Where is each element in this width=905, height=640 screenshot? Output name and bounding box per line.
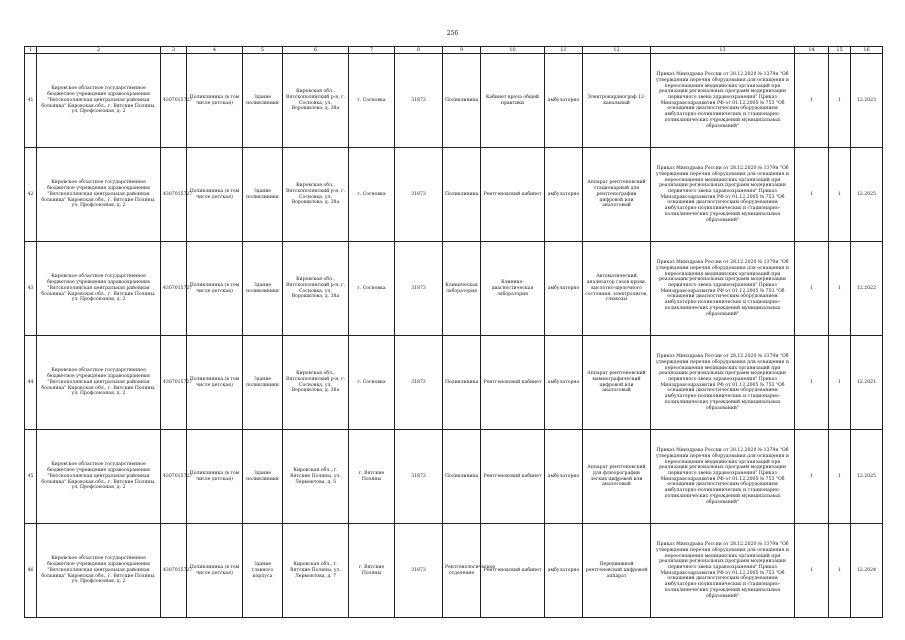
code-cell: 31873: [395, 430, 443, 524]
building-cell: Здание поликлиники: [243, 430, 283, 524]
building-cell: Здание поликлиники: [243, 54, 283, 148]
quantity-cell: 1: [795, 336, 829, 430]
column-header: 15: [829, 47, 851, 54]
unit-cell: Поликлиника: [443, 54, 481, 148]
row-number: 43: [25, 242, 37, 336]
column-header: 5: [243, 47, 283, 54]
quantity-cell: 1: [795, 430, 829, 524]
row-number: 45: [25, 430, 37, 524]
code-cell: 31873: [395, 54, 443, 148]
table-row: [25, 242, 883, 336]
room-cell: Рентгеновский кабинет: [481, 430, 545, 524]
care-form-cell: амбулаторно: [545, 430, 583, 524]
row-number: 42: [25, 148, 37, 242]
column-header: 3: [161, 47, 187, 54]
organization-cell: Кировское областное государственное бюджетное учреждение здравоохранения "Вятскополянская центральная районная больница" Кировская обл., г. Вятские Поляны, ул. Профсоюзная, д. 2: [37, 336, 161, 430]
column-header: 1: [25, 47, 37, 54]
column-header: 10: [481, 47, 545, 54]
room-cell: Клинико-диагностическая лаборатория: [481, 242, 545, 336]
equipment-cell: Аппарат рентгеновский маммографический цифровой или аналоговый: [583, 336, 651, 430]
equipment-cell: Аппарат рентгеновский стационарный для рентгенографии цифровой или аналоговый: [583, 148, 651, 242]
quantity-cell: 1: [829, 430, 851, 524]
column-header: 8: [395, 47, 443, 54]
row-number: 41: [25, 54, 37, 148]
locality-cell: г. Сосновка: [349, 242, 395, 336]
date-cell: 12.2022: [851, 242, 883, 336]
legal-basis-cell: Приказ Минздрава России от 28.12.2020 № 1379н "Об утверждении перечня оборудования для оснащения и переоснащения медицинских организаций при реализации региональных программ модернизации первичного звена здравоохранения" Приказ Минздравсоцразвития РФ от 01.12.2005 № 753 "Об оснащении диагностическим оборудованием амбулаторно-поликлинических и стационарно-поликлинических учреждений муниципальных образований": [651, 430, 795, 524]
legal-basis-cell: Приказ Минздрава России от 28.12.2020 № 1379н "Об утверждении перечня оборудования для оснащения и переоснащения медицинских организаций при реализации региональных программ модернизации первичного звена здравоохранения" Приказ Минздравсоцразвития РФ от 01.12.2005 № 753 "Об оснащении диагностическим оборудованием амбулаторно-поликлинических и стационарно-поликлинических учреждений муниципальных образований": [651, 148, 795, 242]
quantity-cell: 1: [795, 148, 829, 242]
building-cell: Здание главного корпуса: [243, 524, 283, 618]
building-cell: Здание поликлиники: [243, 148, 283, 242]
quantity-cell: 1: [829, 524, 851, 618]
quantity-cell: 1: [829, 242, 851, 336]
row-number: 44: [25, 336, 37, 430]
column-header: 14: [795, 47, 829, 54]
date-cell: 12.2021: [851, 336, 883, 430]
locality-cell: г. Сосновка: [349, 148, 395, 242]
facility-type-cell: Поликлиника (в том числе детская): [187, 524, 243, 618]
room-cell: Рентгеновский кабинет: [481, 336, 545, 430]
address-cell: Кировская обл., г. Вятские Поляны, ул. Лермонтова, д. 5: [283, 430, 349, 524]
organization-cell: Кировское областное государственное бюджетное учреждение здравоохранения "Вятскополянская центральная районная больница" Кировская обл., г. Вятские Поляны, ул. Профсоюзная, д. 2: [37, 242, 161, 336]
locality-cell: г. Вятские Поляны: [349, 430, 395, 524]
table-row: [25, 54, 883, 148]
quantity-cell: 1: [829, 148, 851, 242]
date-cell: 12.2025: [851, 148, 883, 242]
unit-cell: Поликлиника: [443, 336, 481, 430]
building-cell: Здание поликлиники: [243, 242, 283, 336]
organization-cell: Кировское областное государственное бюджетное учреждение здравоохранения "Вятскополянская центральная районная больница" Кировская обл., г. Вятские Поляны, ул. Профсоюзная, д. 2: [37, 148, 161, 242]
room-cell: Рентгеновский кабинет: [481, 524, 545, 618]
header-row: [25, 47, 883, 54]
facility-type-cell: Поликлиника (в том числе детская): [187, 336, 243, 430]
inn-cell: 4307015727: [161, 54, 187, 148]
unit-cell: Рентгенологическое отделение: [443, 524, 481, 618]
care-form-cell: амбулаторно: [545, 336, 583, 430]
quantity-cell: 1: [829, 336, 851, 430]
quantity-cell: 1: [795, 242, 829, 336]
address-cell: Кировская обл., Вятскополянский р-н, г. Сосновка, ул. Ворошилова, д. 38а: [283, 54, 349, 148]
facility-type-cell: Поликлиника (в том числе детская): [187, 430, 243, 524]
column-header: 9: [443, 47, 481, 54]
quantity-cell: 1: [795, 524, 829, 618]
equipment-cell: Аппарат рентгеновский для флюорографии легких цифровой или аналоговый: [583, 430, 651, 524]
inn-cell: 4307015727: [161, 336, 187, 430]
locality-cell: г. Вятские Поляны: [349, 524, 395, 618]
unit-cell: Клиническая лаборатория: [443, 242, 481, 336]
facility-type-cell: Поликлиника (в том числе детская): [187, 54, 243, 148]
column-header: 4: [187, 47, 243, 54]
organization-cell: Кировское областное государственное бюджетное учреждение здравоохранения "Вятскополянская центральная районная больница" Кировская обл., г. Вятские Поляны, ул. Профсоюзная, д. 2: [37, 54, 161, 148]
care-form-cell: амбулаторно: [545, 524, 583, 618]
legal-basis-cell: Приказ Минздрава России от 28.12.2020 № 1379н "Об утверждении перечня оборудования для оснащения и переоснащения медицинских организаций при реализации региональных программ модернизации первичного звена здравоохранения" Приказ Минздравсоцразвития РФ от 01.12.2005 № 753 "Об оснащении диагностическим оборудованием амбулаторно-поликлинических и стационарно-поликлинических учреждений муниципальных образований": [651, 54, 795, 148]
facility-type-cell: Поликлиника (в том числе детская): [187, 242, 243, 336]
inn-cell: 4307015727: [161, 430, 187, 524]
inn-cell: 4307015727: [161, 242, 187, 336]
facility-type-cell: Поликлиника (в том числе детская): [187, 148, 243, 242]
quantity-cell: 1: [829, 54, 851, 148]
column-header: 13: [651, 47, 795, 54]
row-number: 46: [25, 524, 37, 618]
page-number: 256: [446, 30, 459, 37]
organization-cell: Кировское областное государственное бюджетное учреждение здравоохранения "Вятскополянская центральная районная больница" Кировская обл., г. Вятские Поляны, ул. Профсоюзная, д. 2: [37, 430, 161, 524]
legal-basis-cell: Приказ Минздрава России от 28.12.2020 № 1379н "Об утверждении перечня оборудования для оснащения и переоснащения медицинских организаций при реализации региональных программ модернизации первичного звена здравоохранения" Приказ Минздравсоцразвития РФ от 01.12.2005 № 753 "Об оснащении диагностическим оборудованием амбулаторно-поликлинических и стационарно-поликлинических учреждений муниципальных образований": [651, 336, 795, 430]
inn-cell: 4307015727: [161, 524, 187, 618]
column-header: 7: [349, 47, 395, 54]
room-cell: Рентгеновский кабинет: [481, 148, 545, 242]
date-cell: 12.2023: [851, 54, 883, 148]
table-row: [25, 524, 883, 618]
address-cell: Кировская обл., г. Вятские Поляны, ул. Лермонтова, д. 7: [283, 524, 349, 618]
care-form-cell: амбулаторно: [545, 242, 583, 336]
column-header: 2: [37, 47, 161, 54]
code-cell: 31873: [395, 336, 443, 430]
address-cell: Кировская обл., Вятскополянский р-н, г. Сосновка, ул. Ворошилова, д. 38а: [283, 336, 349, 430]
locality-cell: г. Сосновка: [349, 336, 395, 430]
table-row: [25, 148, 883, 242]
column-header: 6: [283, 47, 349, 54]
date-cell: 12.2025: [851, 430, 883, 524]
code-cell: 31873: [395, 524, 443, 618]
equipment-table: [24, 46, 883, 618]
building-cell: Здание поликлиники: [243, 336, 283, 430]
unit-cell: Поликлиника: [443, 148, 481, 242]
column-header: 11: [545, 47, 583, 54]
unit-cell: Поликлиника: [443, 430, 481, 524]
care-form-cell: амбулаторно: [545, 54, 583, 148]
care-form-cell: амбулаторно: [545, 148, 583, 242]
code-cell: 31873: [395, 242, 443, 336]
room-cell: Кабинет врача общей практики: [481, 54, 545, 148]
legal-basis-cell: Приказ Минздрава России от 28.12.2020 № 1379н "Об утверждении перечня оборудования для оснащения и переоснащения медицинских организаций при реализации региональных программ модернизации первичного звена здравоохранения" Приказ Минздравсоцразвития РФ от 01.12.2005 № 753 "Об оснащении диагностическим оборудованием амбулаторно-поликлинических и стационарно-поликлинических учреждений муниципальных образований": [651, 242, 795, 336]
code-cell: 31873: [395, 148, 443, 242]
legal-basis-cell: Приказ Минздрава России от 28.12.2020 № 1379н "Об утверждении перечня оборудования для оснащения и переоснащения медицинских организаций при реализации региональных программ модернизации первичного звена здравоохранения" Приказ Минздравсоцразвития РФ от 01.12.2005 № 753 "Об оснащении диагностическим оборудованием амбулаторно-поликлинических и стационарно-поликлинических учреждений муниципальных образований": [651, 524, 795, 618]
inn-cell: 4307015727: [161, 148, 187, 242]
date-cell: 12.2024: [851, 524, 883, 618]
quantity-cell: 1: [795, 54, 829, 148]
locality-cell: г. Сосновка: [349, 54, 395, 148]
column-header: 12: [583, 47, 651, 54]
table-row: [25, 430, 883, 524]
organization-cell: Кировское областное государственное бюджетное учреждение здравоохранения "Вятскополянская центральная районная больница" Кировская обл., г. Вятские Поляны, ул. Профсоюзная, д. 2: [37, 524, 161, 618]
address-cell: Кировская обл., Вятскополянский р-н, г. Сосновка, ул. Ворошилова, д. 38а: [283, 242, 349, 336]
equipment-cell: Передвижной рентгеновский цифровой аппарат: [583, 524, 651, 618]
address-cell: Кировская обл., Вятскополянский р-н, г. Сосновка, ул. Ворошилова, д. 38а: [283, 148, 349, 242]
equipment-cell: Электрокардиограф 12-канальный: [583, 54, 651, 148]
table-row: [25, 336, 883, 430]
equipment-cell: Автоматический анализатор газов крови, кислотно-щелочного состояния, электролитов, глюкозы: [583, 242, 651, 336]
table-body: [25, 54, 883, 618]
column-header: 16: [851, 47, 883, 54]
